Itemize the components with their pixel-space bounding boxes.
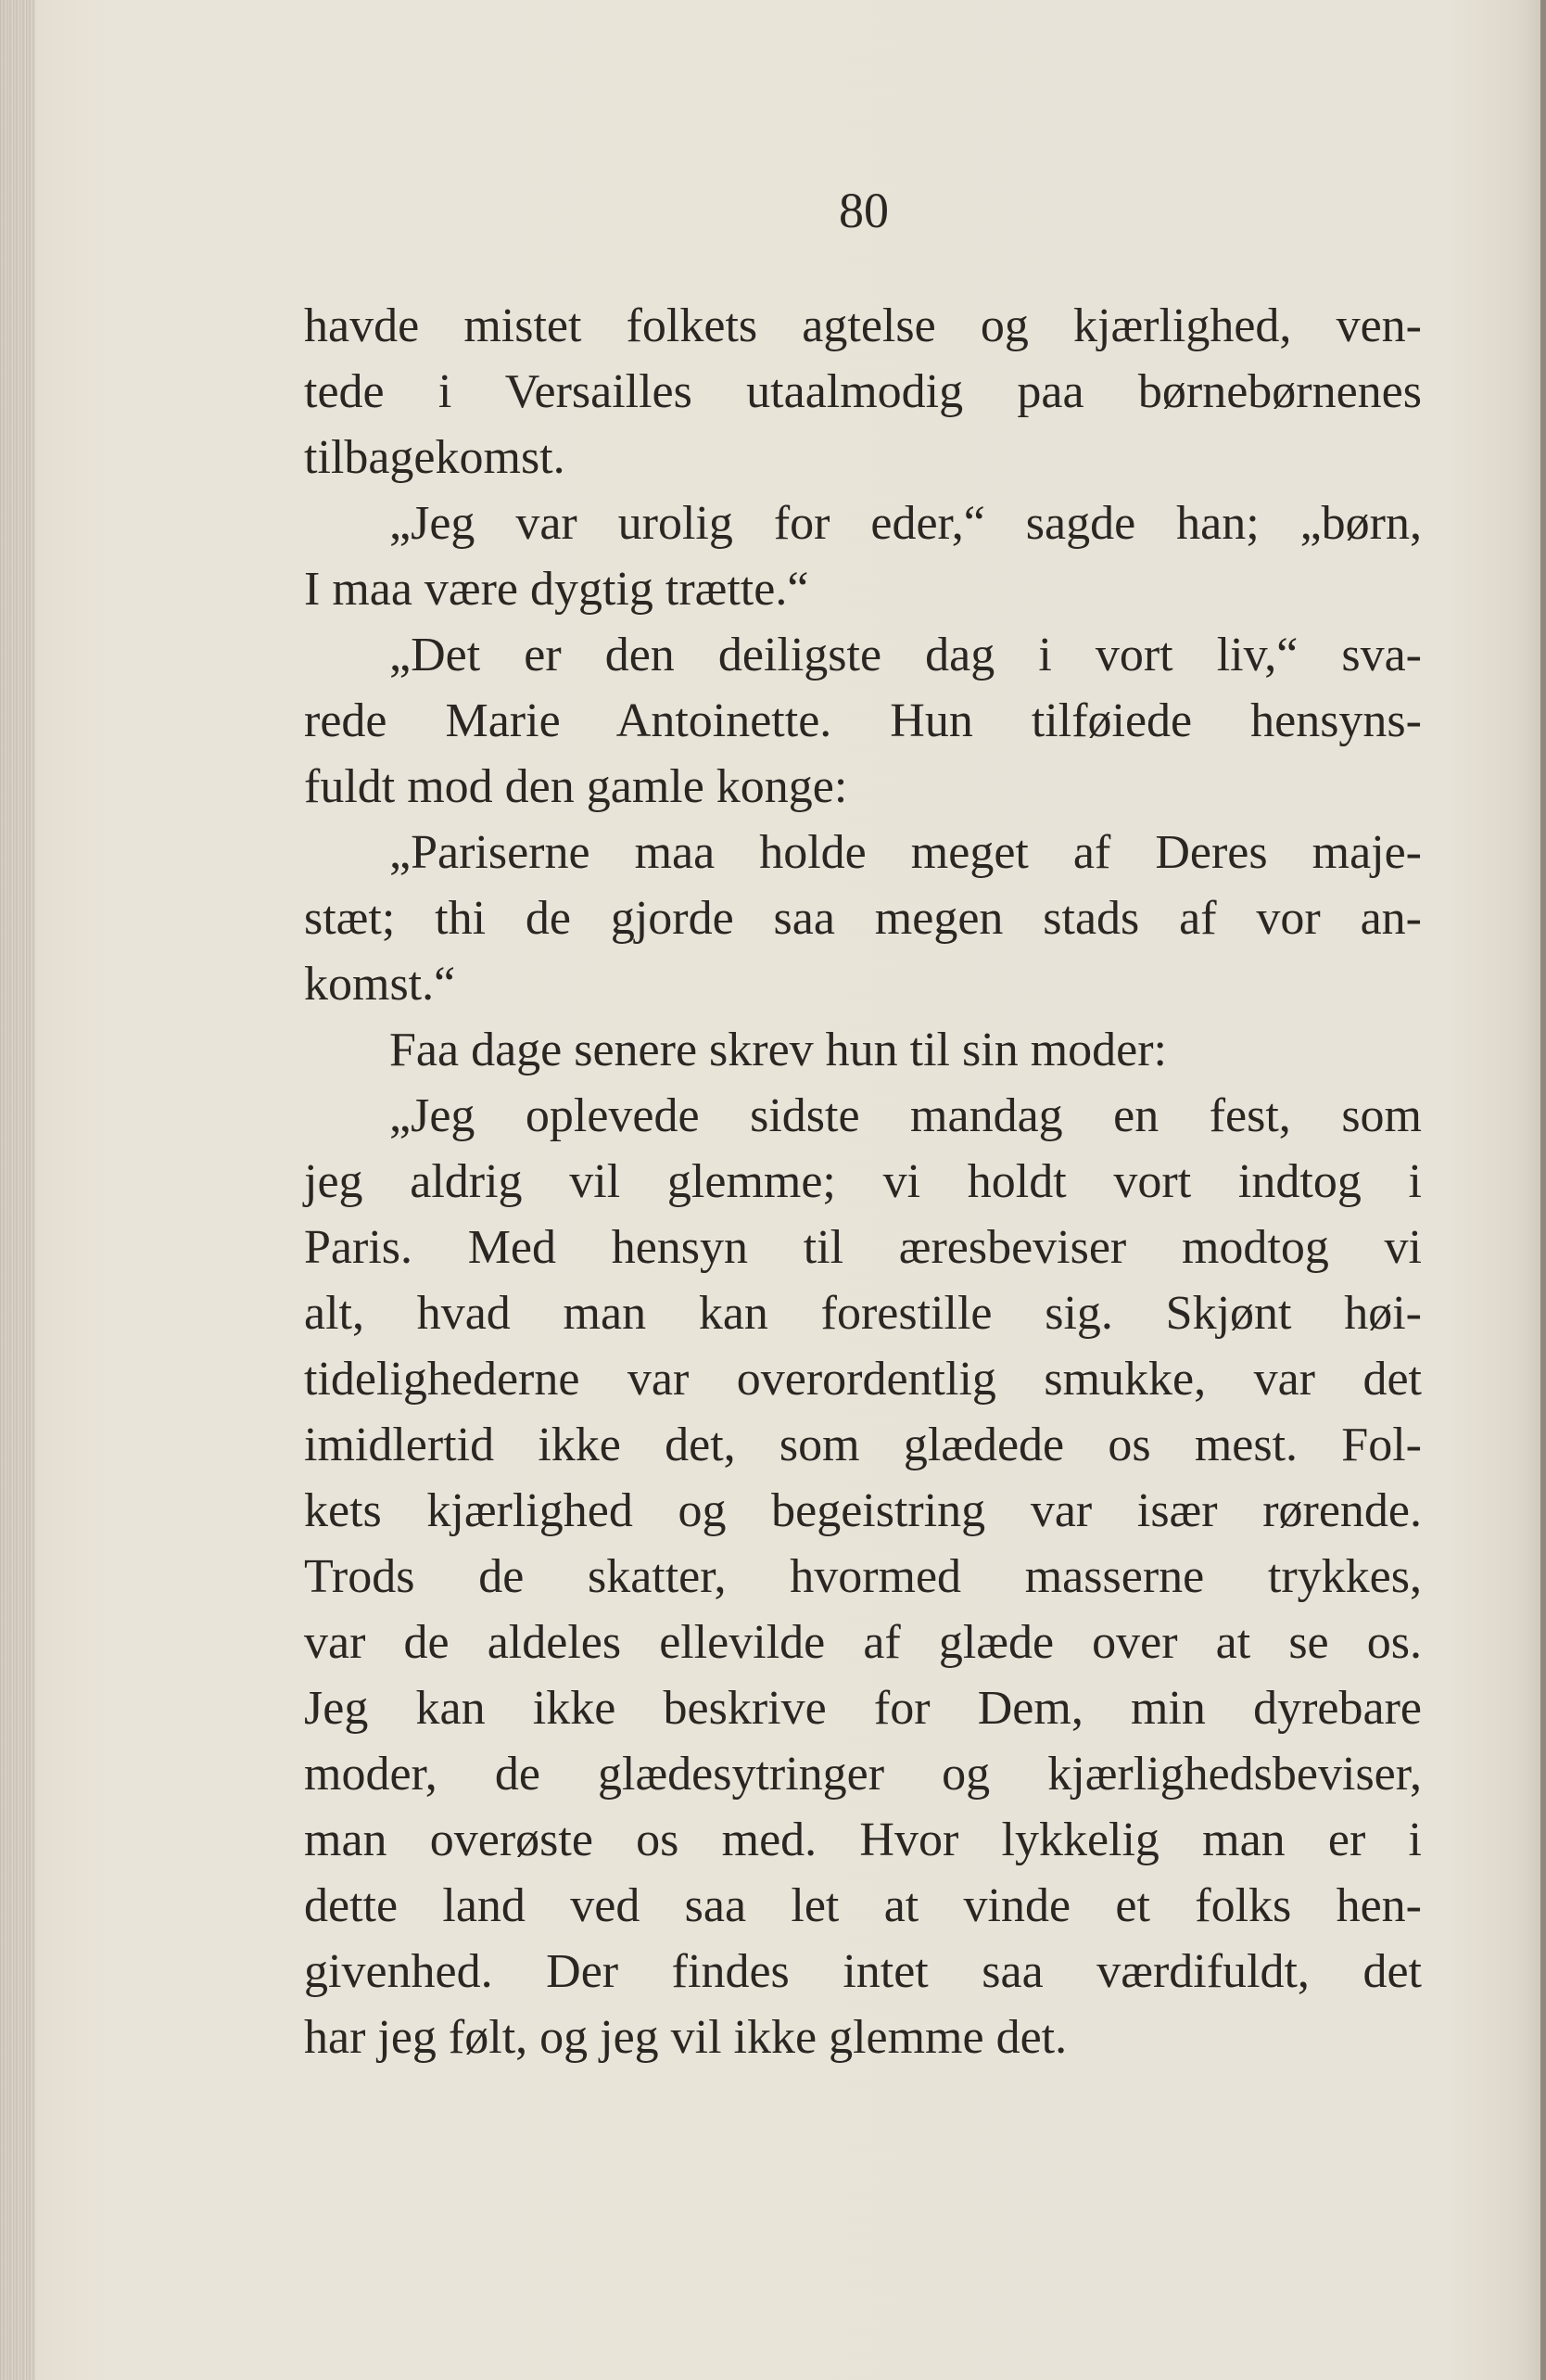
text-line: var de aldeles ellevilde af glæde over at se os. (304, 1616, 1422, 1669)
text-line: rede Marie Antoinette. Hun tilføiede hensyns- (304, 694, 1422, 747)
page-binding-edge (0, 0, 35, 2380)
text-line: Paris. Med hensyn til æresbeviser modtog vi (304, 1221, 1422, 1274)
text-line: Faa dage senere skrev hun til sin moder: (389, 1024, 1167, 1076)
text-line: havde mistet folkets agtelse og kjærlighed, ven- (304, 299, 1422, 352)
text-line: tede i Versailles utaalmodig paa børnebørnenes (304, 365, 1422, 418)
text-line: tidelighederne var overordentlig smukke, var det (304, 1353, 1422, 1406)
text-line: jeg aldrig vil glemme; vi holdt vort indtog i (304, 1155, 1422, 1208)
text-line: tilbagekomst. (304, 431, 565, 484)
text-line: Trods de skatter, hvormed masserne trykkes, (304, 1550, 1422, 1603)
text-line: „Pariserne maa holde meget af Deres maje- (389, 826, 1422, 879)
text-line: Jeg kan ikke beskrive for Dem, min dyrebare (304, 1682, 1422, 1735)
page-right-edge (1540, 0, 1546, 2380)
text-line: givenhed. Der findes intet saa værdifuldt, det (304, 1945, 1422, 1998)
text-line: „Det er den deiligste dag i vort liv,“ sva- (389, 629, 1422, 681)
text-line: stæt; thi de gjorde saa megen stads af vor an- (304, 892, 1422, 945)
text-line: imidlertid ikke det, som glædede os mest. Fol- (304, 1419, 1422, 1471)
text-line: moder, de glædesytringer og kjærlighedsbeviser, (304, 1748, 1422, 1801)
text-line: man overøste os med. Hvor lykkelig man er i (304, 1814, 1422, 1866)
text-line: komst.“ (304, 958, 456, 1011)
text-line: „Jeg var urolig for eder,“ sagde han; „børn, (389, 497, 1422, 550)
text-line: „Jeg oplevede sidste mandag en fest, som (389, 1089, 1422, 1142)
text-line: kets kjærlighed og begeistring var især rørende. (304, 1484, 1422, 1537)
text-line: har jeg følt, og jeg vil ikke glemme det. (304, 2011, 1068, 2064)
body-text (304, 293, 1422, 2070)
text-line: fuldt mod den gamle konge: (304, 760, 848, 813)
text-line: alt, hvad man kan forestille sig. Skjønt høi- (304, 1287, 1422, 1340)
page-number: 80 (839, 183, 889, 238)
text-line: I maa være dygtig trætte.“ (304, 563, 809, 616)
text-line: dette land ved saa let at vinde et folks hen- (304, 1879, 1422, 1932)
